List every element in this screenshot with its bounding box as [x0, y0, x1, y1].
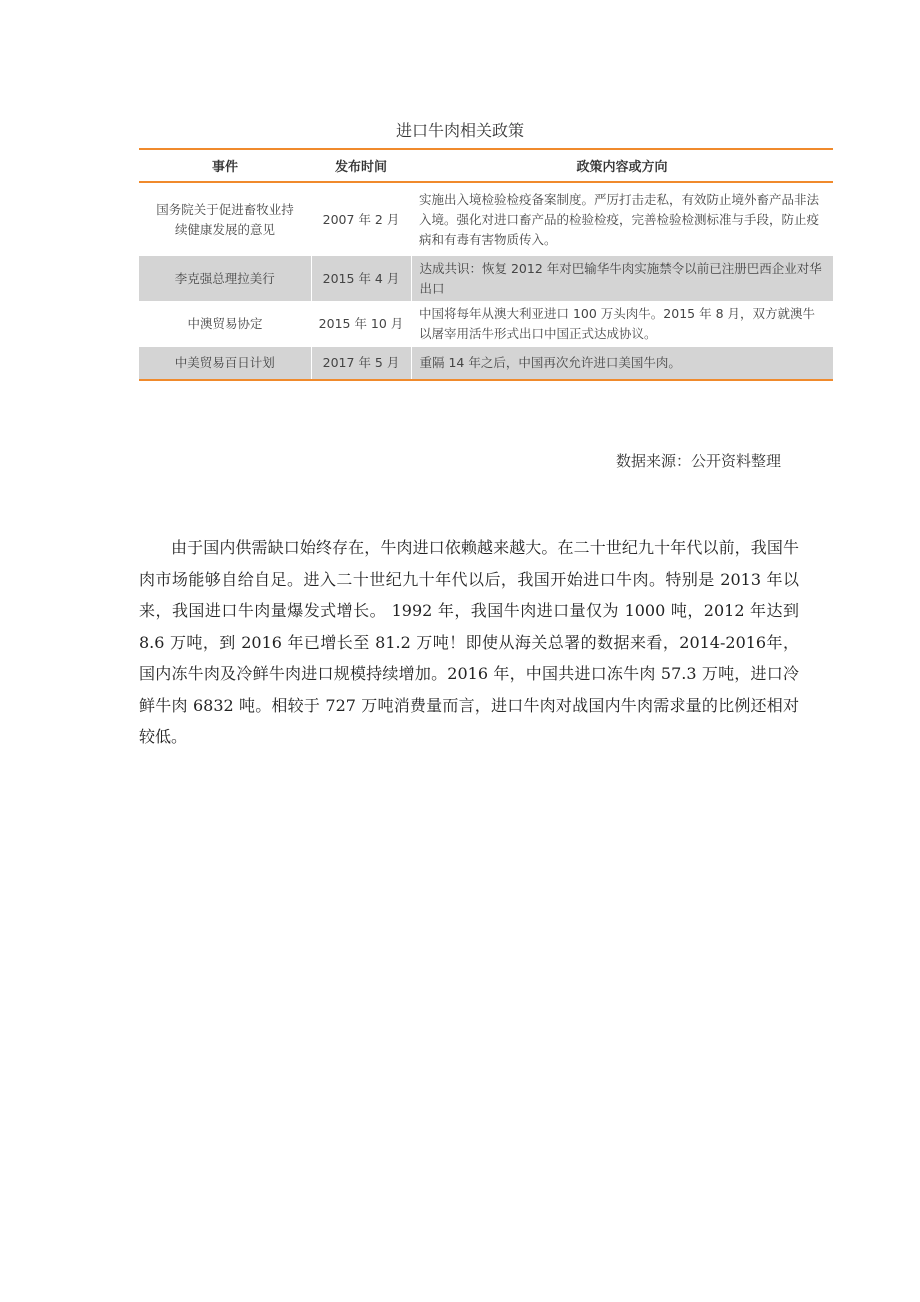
cell-event: 李克强总理拉美行	[139, 256, 311, 301]
table-row	[139, 256, 833, 301]
table-row	[139, 347, 833, 380]
cell-date: 2007 年 2 月	[322, 211, 400, 227]
cell-date: 2017 年 5 月	[311, 347, 411, 380]
header-content: 政策内容或方向	[411, 149, 833, 182]
cell-content: 中国将每年从澳大利亚进口 100 万头肉牛。2015 年 8 月，双方就澳牛以屠宰用活牛形式出口中国正式达成协议。	[419, 306, 815, 341]
cell-content: 达成共识：恢复 2012 年对巴输华牛肉实施禁令以前已注册巴西企业对华出口	[411, 256, 833, 301]
cell-event: 中澳贸易协定	[187, 316, 263, 331]
cell-date: 2015 年 4 月	[311, 256, 411, 301]
header-event: 事件	[139, 149, 311, 182]
cell-content: 重隔 14 年之后，中国再次允许进口美国牛肉。	[411, 347, 833, 380]
cell-content: 实施出入境检验检疫备案制度。严厉打击走私，有效防止境外畜产品非法入境。强化对进口畜产品的检验检疫，完善检验检测标准与手段，防止疫病和有毒有害物质传入。	[419, 191, 820, 247]
table-title: 进口牛肉相关政策	[395, 121, 524, 140]
table-header-row	[139, 149, 833, 182]
cell-date: 2015 年 10 月	[318, 316, 404, 331]
cell-event: 中美贸易百日计划	[139, 347, 311, 380]
table-row	[139, 301, 833, 347]
header-date: 发布时间	[311, 149, 411, 182]
policy-table	[139, 148, 833, 381]
data-source-note: 数据来源：公开资料整理	[615, 452, 781, 470]
cell-event: 国务院关于促进畜牧业持续健康发展的意见	[156, 201, 294, 237]
body-paragraph: 由于国内供需缺口始终存在，牛肉进口依赖越来越大。在二十世纪九十年代以前，我国牛肉市场能够自给自足。进入二十世纪九十年代以后，我国开始进口牛肉。特别是 2013 年以来，我国进口牛肉量爆发式增长。 1992 年，我国牛肉进口量仅为 1000 吨，2012 年达到 8.6 万吨，到 2016 年已增长至 81.2 万吨！即使从海关总署的数据来看，2014-2016年，国内冻牛肉及冷鲜牛肉进口规模持续增加。2016 年，中国共进口冻牛肉 57.3 万吨，进口冷鲜牛肉 6832 吨。相较于 727 万吨消费量而言，进口牛肉对战国内牛肉需求量的比例还相对较低。	[139, 538, 799, 746]
table-row	[139, 182, 833, 256]
